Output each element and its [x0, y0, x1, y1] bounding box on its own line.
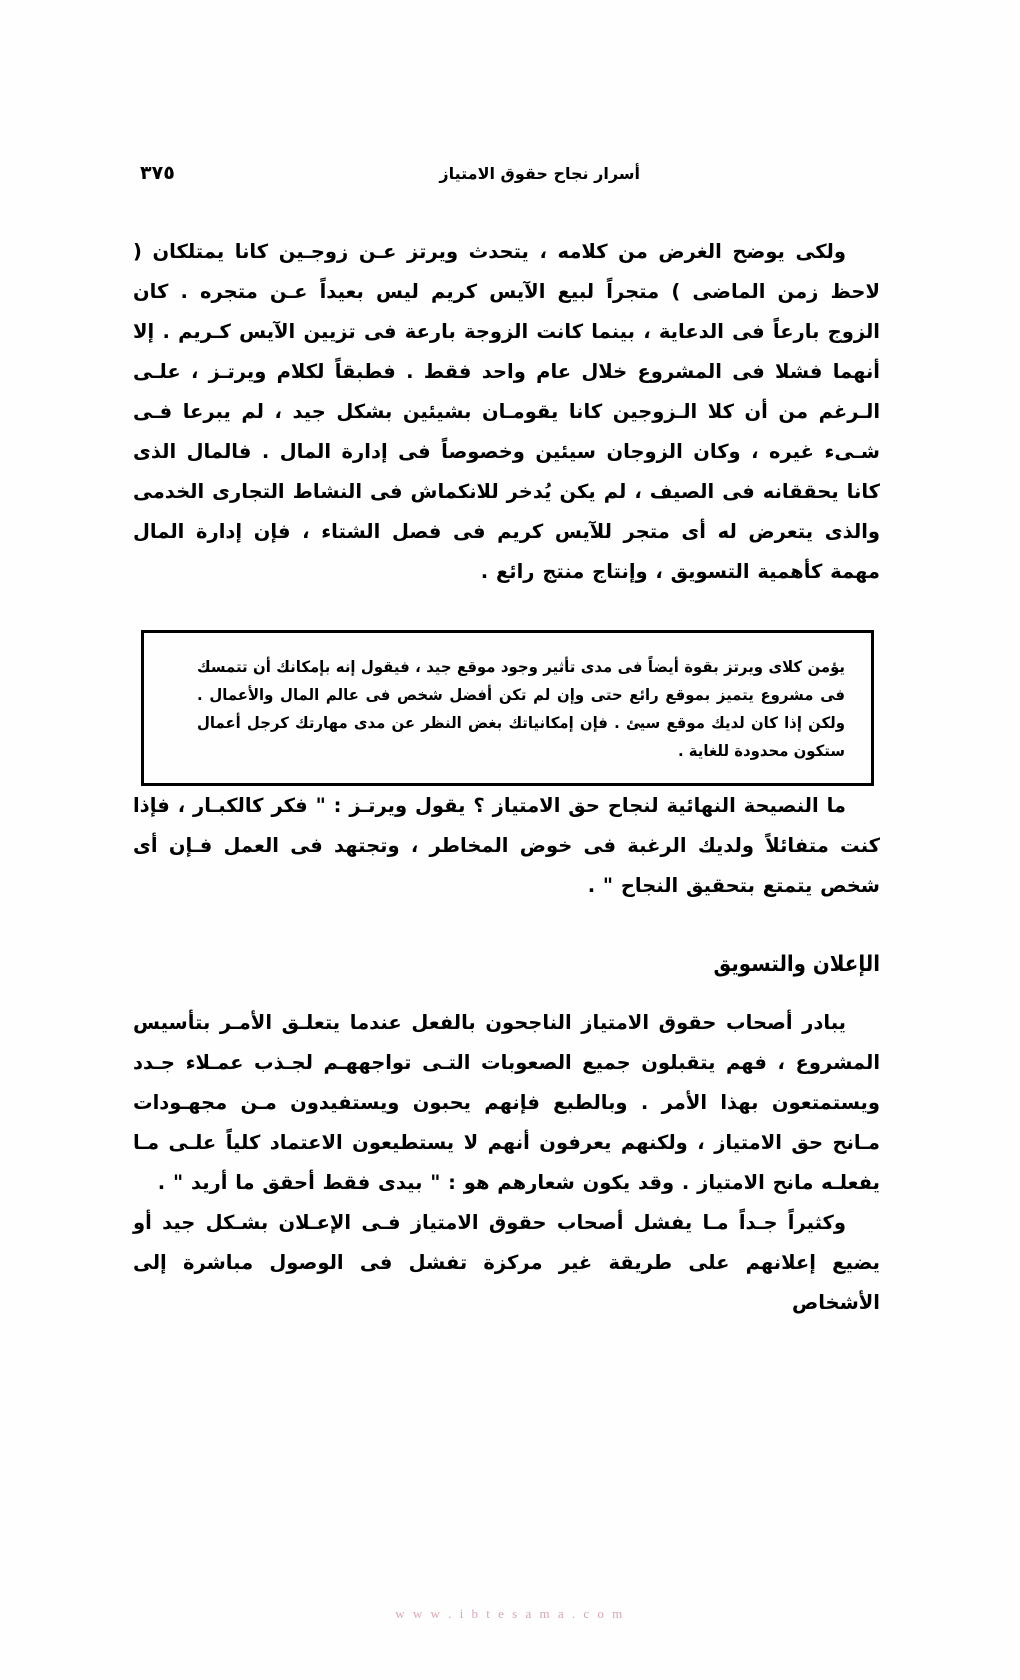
running-head — [140, 158, 880, 188]
body-paragraph-3: يبادر أصحاب حقوق الامتياز الناجحون بالفعل عندما يتعلـق الأمـر بتأسيس المشروع ، فهم يتقبلون جميع الصعوبات التـى تواجههـم لجـذب عمـلاء جـدد ويستمتعون بهذا الأمر . وبالطبع فإنهم يحبون ويستفيدون مـن مجهـودات مـانح حق الامتياز ، ولكنهم يعرفون أنهم لا يستطيعون الاعتماد كلياً علـى مـا يفعلـه مانح الامتياز . وقد يكون شعارهم هو : " بيدى فقط أحقق ما أريد " . — [133, 1011, 880, 1194]
page-number: ٣٧٥ — [140, 162, 175, 184]
body-paragraph-2: ما النصيحة النهائية لنجاح حق الامتياز ؟ يقول ويرتـز : " فكر كالكبـار ، فإذا كنت متفائلاً ولديك الرغبة فى خوض المخاطر ، وتجتهد فى العمل فـإن أى شخص يتمتع بتحقيق النجاح " . — [133, 794, 880, 897]
running-head-title: أسرار نجاح حقوق الامتياز — [439, 163, 640, 183]
footer-watermark: w w w . i b t e s a m a . c o m — [395, 1606, 625, 1621]
body-paragraph-4: وكثيراً جـداً مـا يفشل أصحاب حقوق الامتياز فـى الإعـلان بشـكل جيد أو يضيع إعلانهم على طريقة غير مركزة تفشل فى الوصول مباشرة إلى الأشخاص — [133, 1211, 880, 1314]
section-heading-advertising-marketing: الإعلان والتسويق — [713, 952, 880, 977]
callout-text: يؤمن كلاى ويرتز بقوة أيضاً فى مدى تأثير وجود موقع جيد ، فيقول إنه بإمكانك أن تتمسك فى مشروع يتميز بموقع رائع حتى وإن لم تكن أفضل شخص فى عالم المال والأعمال . ولكن إذا كان لديك موقع سيئ . فإن إمكانياتك بغض النظر عن مدى مهارتك كرجل أعمال ستكون محدودة للغاية . — [197, 658, 845, 760]
body-paragraph-1: ولكى يوضح الغرض من كلامه ، يتحدث ويرتز عـن زوجـين كانا يمتلكان ( لاحظ زمن الماضى ) متجراً لبيع الآيس كريم ليس بعيداً عـن متجره . كان الزوج بارعاً فى الدعاية ، بينما كانت الزوجة بارعة فى تزيين الآيس كـريم . إلا أنهما فشلا فى المشروع خلال عام واحد فقط . فطبقاً لكلام ويرتـز ، علـى الـرغم من أن كلا الـزوجين كانا يقومـان بشيئين بشكل جيد ، لم يبرعا فـى شـىء غيره ، وكان الزوجان سيئين وخصوصاً فى إدارة المال . فالمال الذى كانا يحققانه فى الصيف ، لم يكن يُدخر للانكماش فى النشاط التجارى الخدمى والذى يتعرض له أى متجر للآيس كريم فى فصل الشتاء ، فإن إدارة المال مهمة كأهمية التسويق ، وإنتاج منتج رائع . — [133, 240, 880, 583]
page-content — [133, 232, 880, 1323]
callout-box — [141, 630, 874, 786]
